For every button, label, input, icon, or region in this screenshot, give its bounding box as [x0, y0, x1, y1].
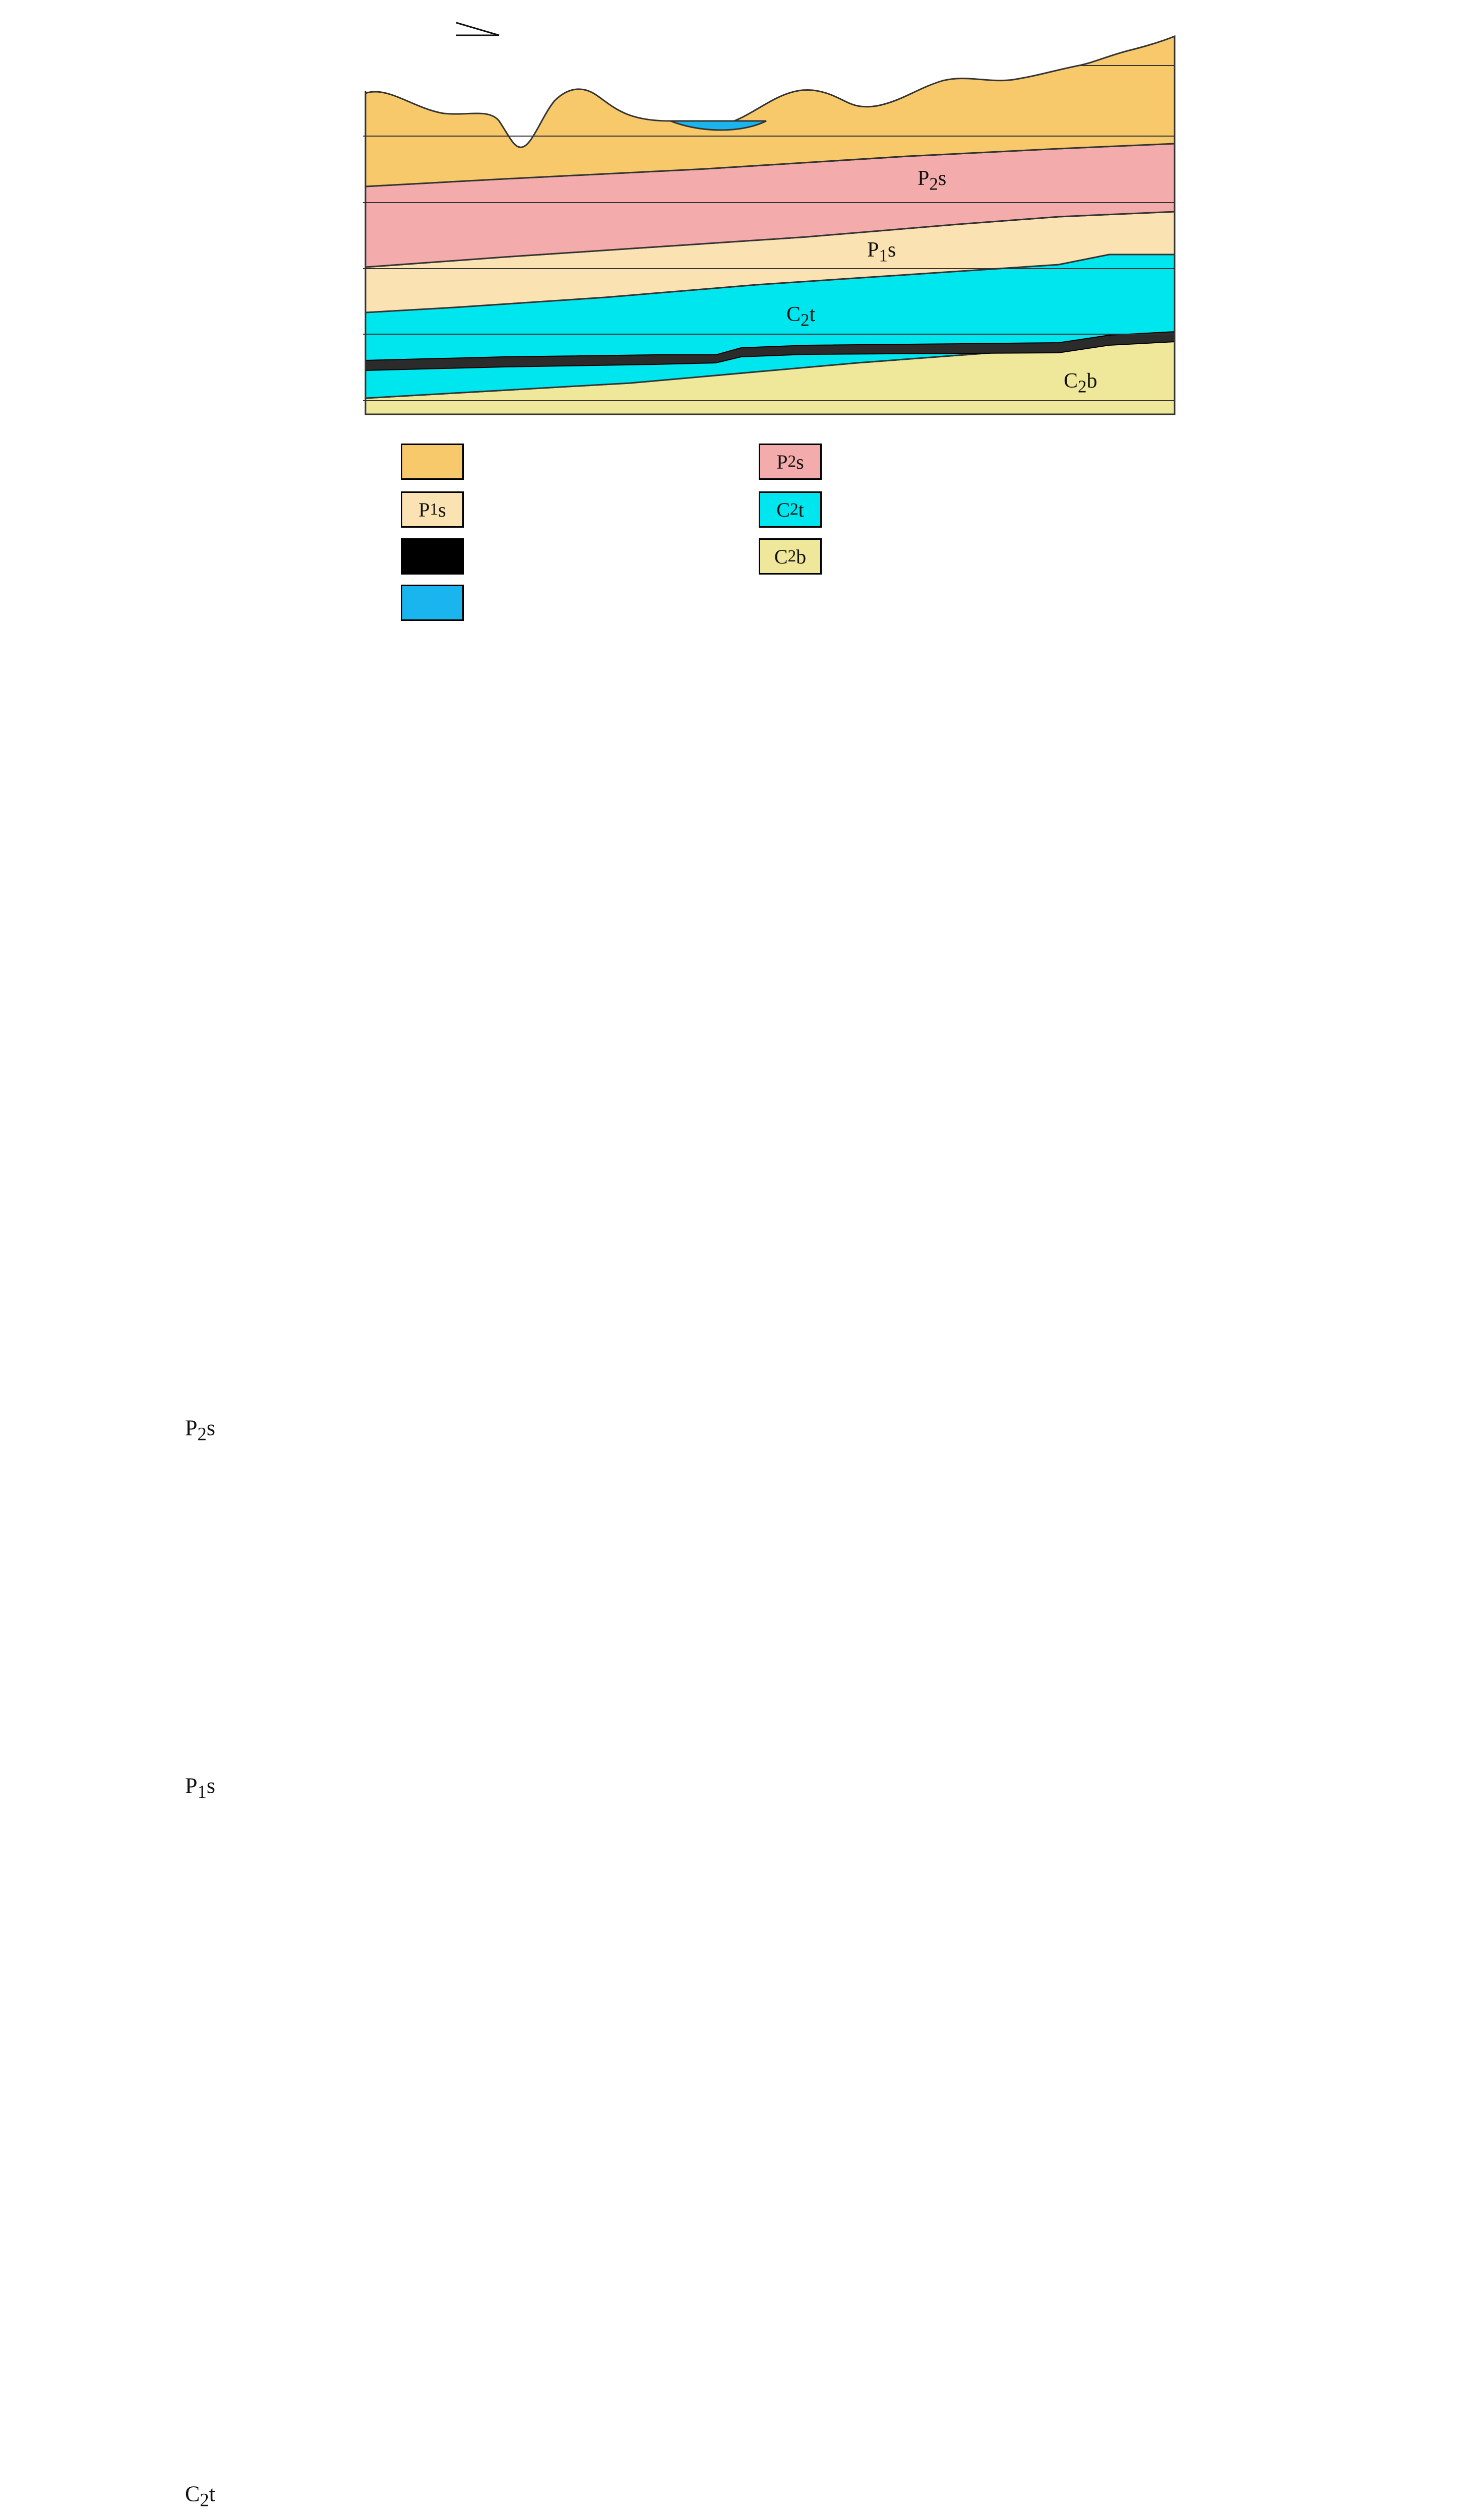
header-thickness [447, 706, 557, 781]
legend-swatch-c2b: C 2 b [759, 538, 822, 575]
cross-section-diagram [0, 0, 1467, 655]
formation-code-p1s: $P_1s$ [185, 1773, 215, 1802]
header-lithology [557, 706, 769, 781]
legend-swatch-p1s: P 1 s [401, 491, 464, 528]
formation-code-c2t: $C_2t$ [185, 2481, 215, 2510]
header-system [21, 743, 142, 781]
stratigraphic-table [21, 706, 1452, 2520]
legend-swatch-qn [401, 444, 464, 480]
header-formation [142, 743, 256, 781]
legend-swatch-coal [401, 538, 464, 575]
formation-code-p2s: $P_2s$ [185, 1415, 215, 1444]
legend-swatch-p2s: P 2 s [759, 444, 822, 480]
layer-label-c2t: $C_2t$ [786, 303, 816, 330]
header-characteristics [769, 706, 1452, 781]
layer-label-p1s: $P_1s$ [867, 238, 896, 266]
header-stratum [21, 706, 256, 743]
layer-label-c2b: $C_2b$ [1064, 369, 1097, 397]
legend-swatch-surface-water [401, 585, 464, 621]
legend-swatch-c2t: C 2 t [759, 491, 822, 528]
header-cylindrical [256, 706, 447, 781]
layer-label-p2s: $P_2s$ [918, 167, 947, 194]
